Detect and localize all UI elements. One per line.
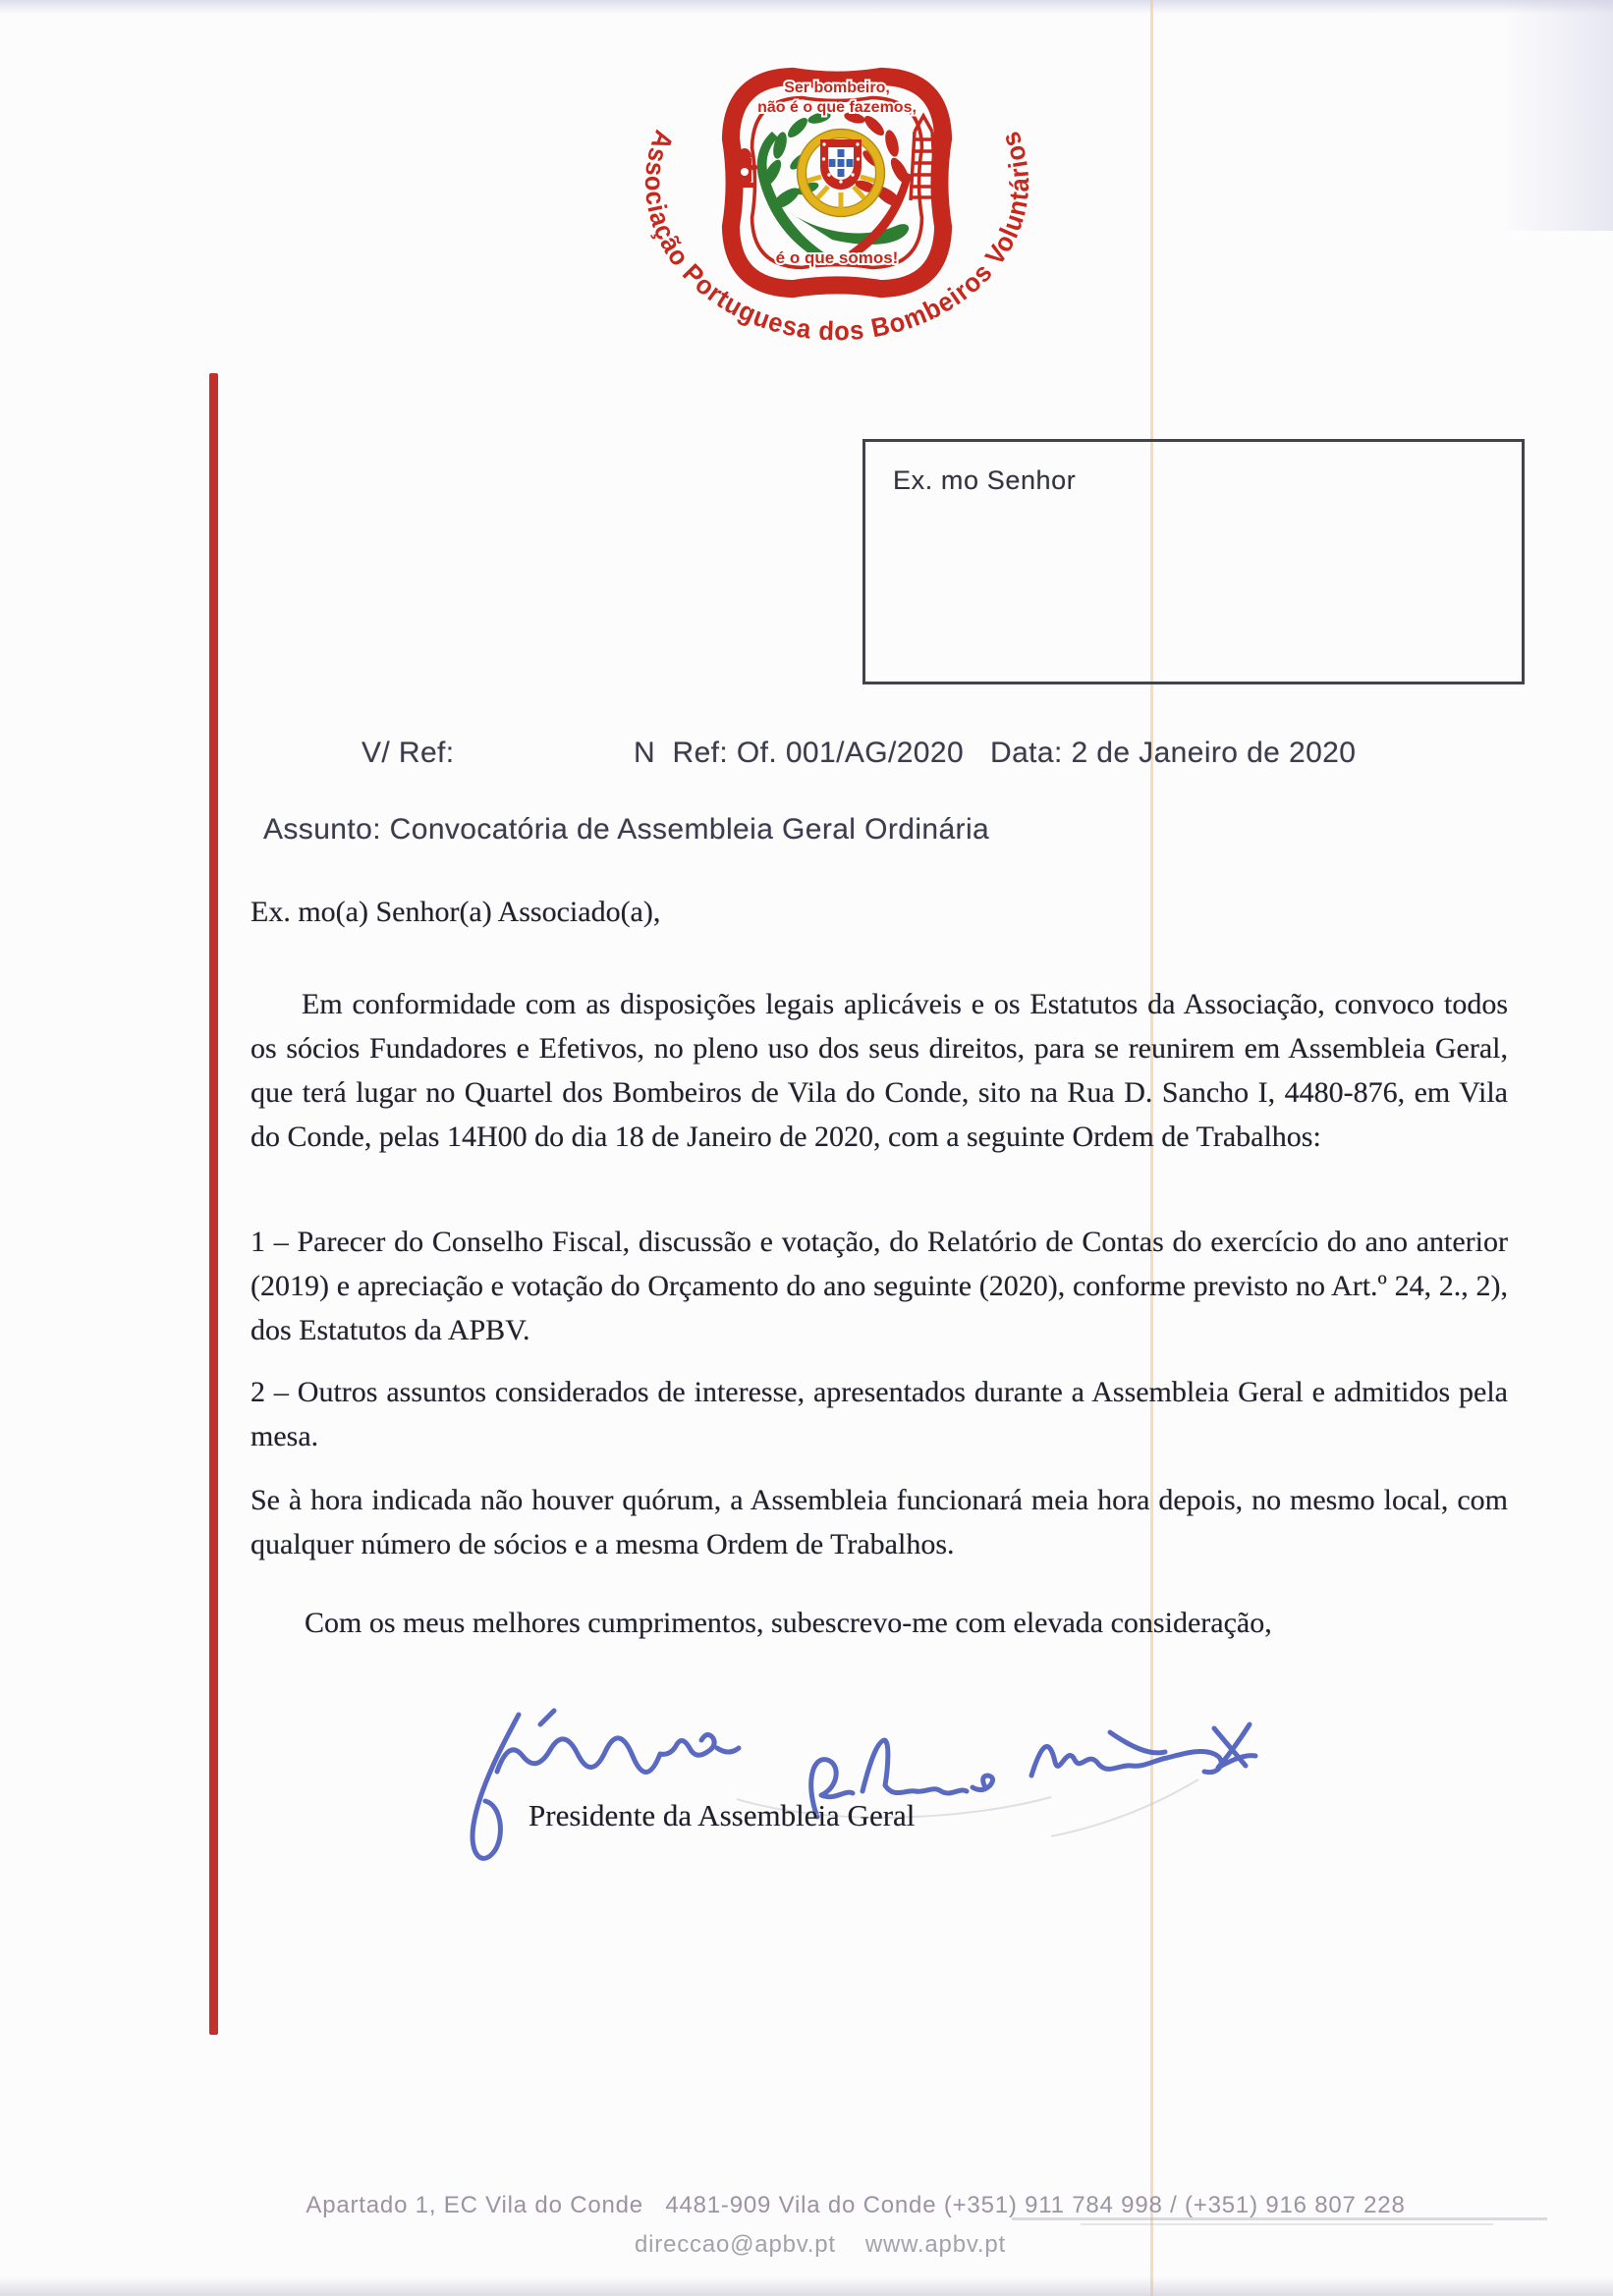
apbv-logo: [609, 35, 1065, 374]
red-margin-rule: [209, 373, 218, 2035]
footer-address-phones: Apartado 1, EC Vila do Conde 4481-909 Vila do Conde (+351) 911 784 998 / (+351) 916 807 228: [306, 2192, 1406, 2218]
subject-line: Assunto: Convocatória de Assembleia Geral Ordinária: [263, 813, 990, 846]
footer-website: www.apbv.pt: [864, 2231, 1006, 2258]
v-ref-label: V/ Ref:: [362, 737, 455, 769]
scan-streak: [1081, 2223, 1493, 2225]
logo-motto-bottom: é o que somos!: [775, 248, 899, 267]
scan-edge-bottom: [0, 2276, 1613, 2296]
body-paragraph-1: Em conformidade com as disposições legais aplicáveis e os Estatutos da Associação, convoco todos os sócios Fundadores e Efetivos, no pleno uso dos seus direitos, para se reunirem em Assembleia Geral, que terá lugar no Quartel dos Bombeiros de Vila do Conde, sito na Rua D. Sancho I, 4480-876, em Vila do Conde, pelas 14H00 do dia 18 de Janeiro de 2020, com a seguinte Ordem de Trabalhos:: [250, 988, 1508, 1153]
quorum-paragraph: Se à hora indicada não houver quórum, a Assembleia funcionará meia hora depois, no mesmo local, com qualquer número de sócios e a mesma Ordem de Trabalhos.: [250, 1484, 1508, 1560]
shield: [820, 139, 862, 190]
letter-date: Data: 2 de Janeiro de 2020: [990, 737, 1357, 769]
agenda-item-1: 1 – Parecer do Conselho Fiscal, discussão e votação, do Relatório de Contas do exercício do ano anterior (2019) e apreciação e votação do Orçamento do ano seguinte (2020), conforme previsto no Art.º 24, 2., 2), dos Estatutos da APBV.: [250, 1226, 1508, 1346]
logo-motto-line1: Ser bombeiro,: [784, 80, 890, 96]
footer-email: direccao@apbv.pt: [635, 2231, 836, 2258]
recipient-line: Ex. mo Senhor: [893, 465, 1077, 495]
logo-motto-line2: não é o que fazemos,: [757, 99, 917, 116]
footer-contacts: [29, 2231, 1611, 2259]
signer-title: Presidente da Assembleia Geral: [528, 1798, 916, 1832]
fire-ladder-icon: [911, 116, 936, 200]
portugal-coat-of-arms: [798, 130, 885, 217]
agenda-item-2: 2 – Outros assuntos considerados de interesse, apresentados durante a Assembleia Geral e admitidos pela mesa.: [250, 1376, 1508, 1452]
handwritten-signature: [422, 1669, 1307, 1925]
salutation: Ex. mo(a) Senhor(a) Associado(a),: [250, 896, 661, 928]
closing-line: Com os meus melhores cumprimentos, subescrevo-me com elevada consideração,: [305, 1607, 1272, 1639]
n-ref-value: N Ref: Of. 001/AG/2020: [634, 737, 965, 769]
scan-edge-top: [0, 0, 1613, 14]
recipient-address-box: [862, 439, 1525, 684]
scan-edge-top-right: [1501, 0, 1613, 231]
logo-curved-name: Associação Portuguesa dos Bombeiros Voluntários: [639, 126, 1035, 347]
